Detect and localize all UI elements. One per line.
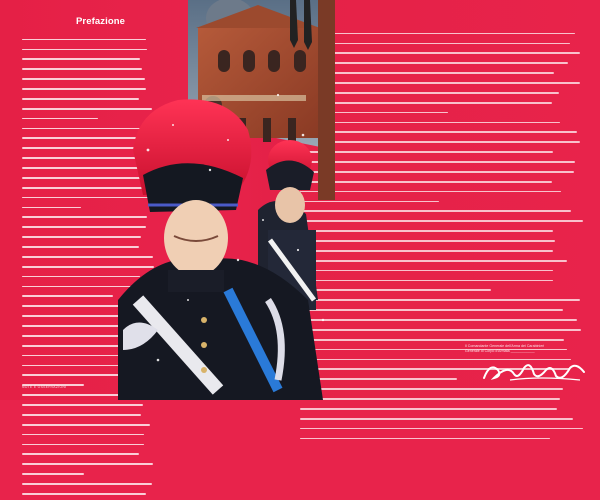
text-line [300, 309, 584, 316]
text-line [300, 260, 584, 267]
text-line [300, 171, 584, 178]
text-line [300, 240, 584, 247]
page-footer: NOTE E OSSERVAZIONI [22, 385, 67, 389]
signature-caption-line: Il Comandante Generale dell'Arma dei Carabinieri [465, 344, 545, 348]
text-line [300, 92, 584, 99]
text-line [300, 151, 584, 158]
handwritten-signature-icon [480, 358, 590, 384]
text-line [300, 82, 584, 89]
signature-caption-line: Generale di Corpo d'Armata ____________ [465, 349, 535, 354]
text-line [22, 444, 154, 451]
text-line [300, 250, 584, 257]
text-line [300, 33, 584, 40]
signature-caption [465, 344, 590, 354]
text-line [300, 62, 584, 69]
text-line [300, 418, 584, 425]
text-line [22, 404, 154, 411]
text-line [300, 230, 584, 237]
text-line [300, 210, 584, 217]
text-line [300, 131, 584, 138]
text-line [300, 220, 584, 227]
text-line [300, 299, 584, 306]
text-line [300, 201, 584, 208]
text-line [300, 289, 584, 296]
text-line [22, 424, 154, 431]
text-line [300, 52, 584, 59]
text-line [22, 414, 154, 421]
text-line [300, 438, 584, 445]
text-line [300, 161, 584, 168]
text-line [300, 112, 584, 119]
text-line [300, 428, 584, 435]
text-line [22, 434, 154, 441]
text-line [22, 493, 154, 500]
text-line [22, 463, 154, 470]
text-line [22, 483, 154, 490]
text-line [300, 408, 584, 415]
text-line [300, 43, 584, 50]
text-line [22, 453, 154, 460]
text-line [300, 280, 584, 287]
text-line [300, 141, 584, 148]
text-line [300, 102, 584, 109]
text-line [300, 270, 584, 277]
text-line [300, 181, 584, 188]
text-line [22, 473, 154, 480]
text-line [300, 388, 584, 395]
text-line [300, 319, 584, 326]
text-line [300, 329, 584, 336]
text-line [300, 122, 584, 129]
text-line [300, 72, 584, 79]
page-title: Prefazione [76, 16, 126, 27]
text-line [300, 398, 584, 405]
carabinieri-painting-illustration [118, 0, 335, 400]
text-line [300, 191, 584, 198]
